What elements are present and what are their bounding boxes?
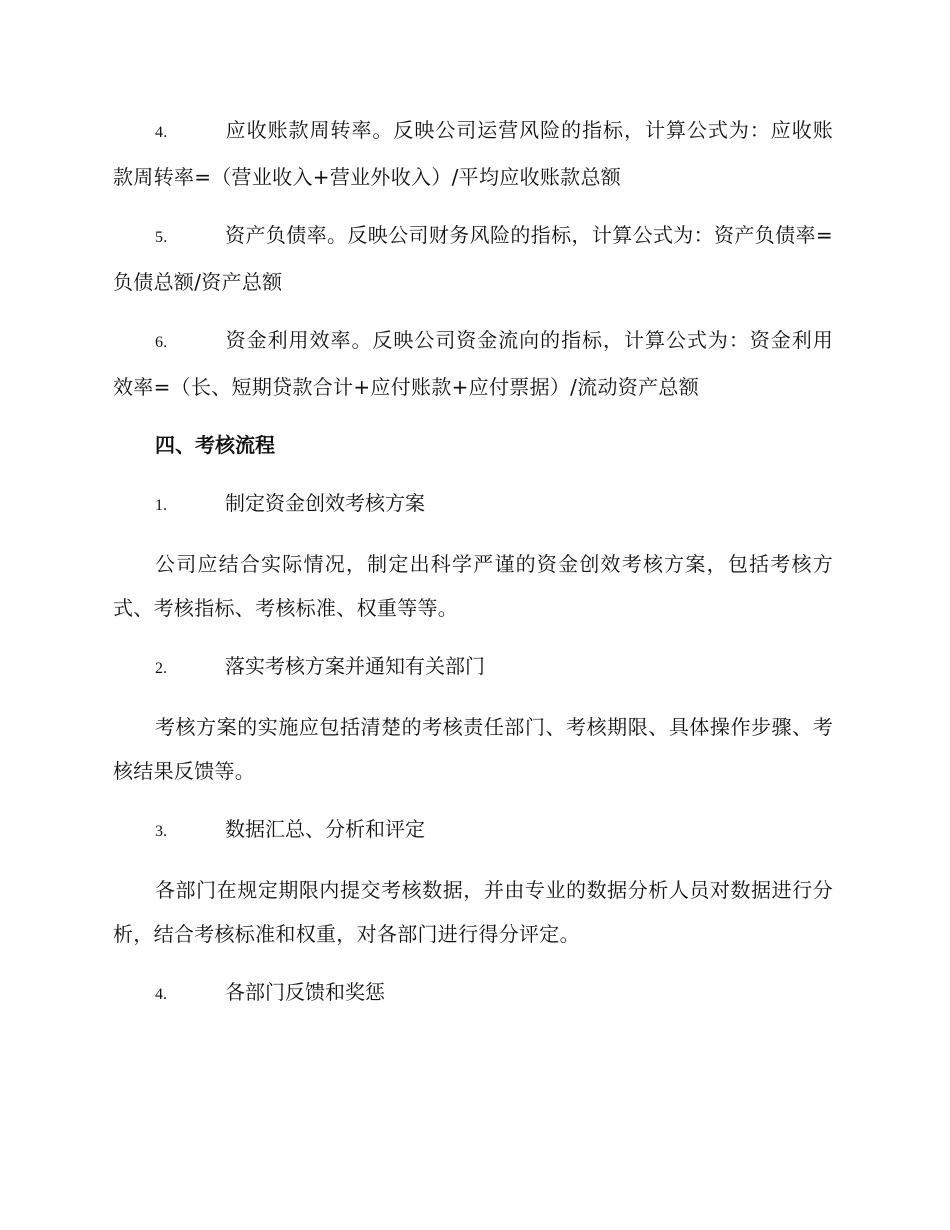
- step-title-4: [113, 970, 833, 1017]
- indicator-item-6: [113, 318, 833, 409]
- step-body-3: 各部门在规定期限内提交考核数据，并由专业的数据分析人员对数据进行分析，结合考核标准和权重，对各部门进行得分评定。: [113, 878, 833, 946]
- step-body-1: 公司应结合实际情况，制定出科学严谨的资金创效考核方案，包括考核方式、考核指标、考核标准、权重等等。: [113, 552, 833, 620]
- step-title-text: 落实考核方案并通知有关部门: [225, 654, 485, 678]
- list-number: 2.: [155, 660, 167, 677]
- list-number: 5.: [155, 229, 168, 246]
- list-number: 1.: [155, 497, 167, 514]
- step-title-text: 数据汇总、分析和评定: [225, 817, 425, 841]
- step-body-2: 考核方案的实施应包括清楚的考核责任部门、考核期限、具体操作步骤、考核结果反馈等。: [113, 715, 833, 783]
- document-body: [113, 108, 833, 1031]
- step-title-text: 制定资金创效考核方案: [225, 491, 425, 515]
- list-number: 6.: [155, 334, 168, 351]
- step-title-text: 各部门反馈和奖惩: [225, 980, 385, 1004]
- indicator-text: 资产负债率。反映公司财务风险的指标，计算公式为：资产负债率=负债总额/资产总额: [113, 223, 833, 294]
- list-number: 3.: [155, 823, 167, 840]
- list-number: 4.: [155, 986, 167, 1003]
- indicator-text: 应收账款周转率。反映公司运营风险的指标，计算公式为：应收账款周转率=（营业收入+营业外收入）/平均应收账款总额: [113, 118, 833, 189]
- list-number: 4.: [155, 124, 168, 141]
- step-title-3: [113, 807, 833, 854]
- step-title-2: [113, 644, 833, 691]
- indicator-text: 资金利用效率。反映公司资金流向的指标，计算公式为：资金利用效率=（长、短期贷款合计+应付账款+应付票据）/流动资产总额: [113, 328, 833, 399]
- section-heading: 四、考核流程: [155, 433, 275, 457]
- indicator-item-5: [113, 213, 833, 304]
- step-title-1: [113, 481, 833, 528]
- indicator-item-4: [113, 108, 833, 199]
